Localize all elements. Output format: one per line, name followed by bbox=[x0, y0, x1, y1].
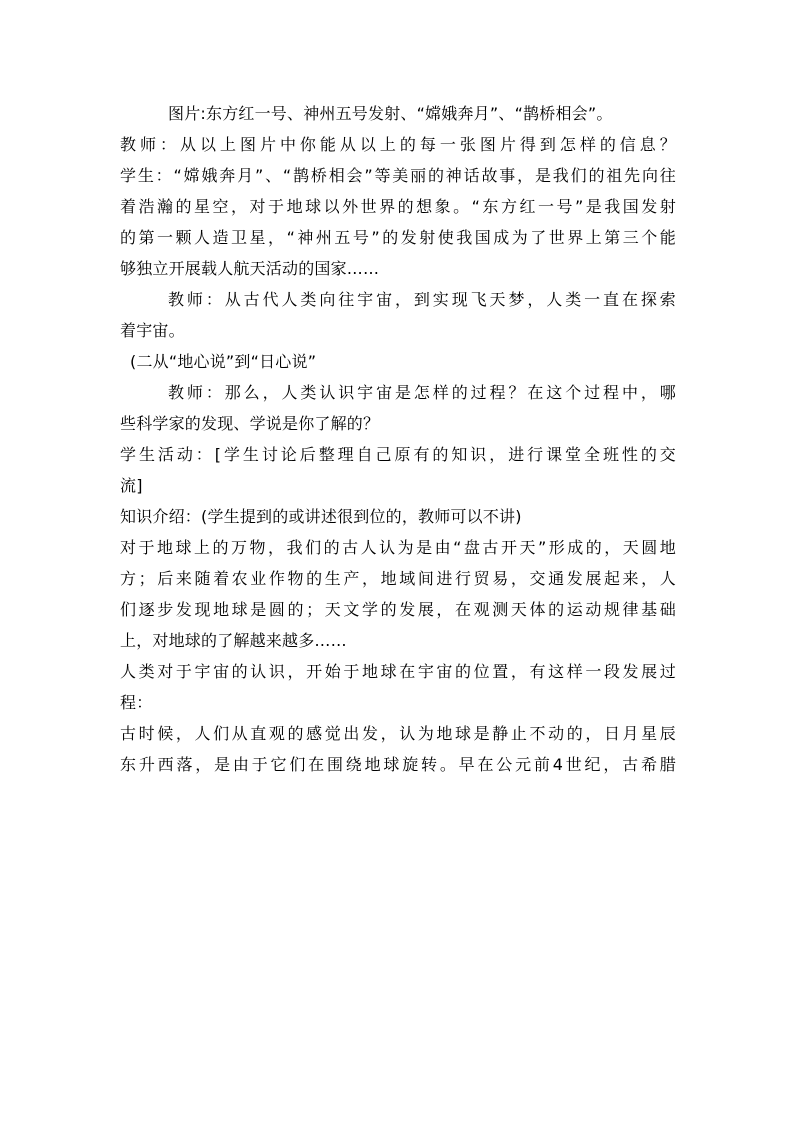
text-line bbox=[120, 443, 676, 474]
text-line-content: 学生：“嫦娥奔月”、“鹊桥相会”等美丽的神话故事，是我们的祖先向往 bbox=[120, 166, 676, 185]
text-line bbox=[120, 629, 676, 660]
text-line-content: 些科学家的发现、学说是你了解的？ bbox=[120, 414, 380, 433]
text-line-content: 古时候，人们从直观的感觉出发，认为地球是静止不动的，日月星辰 bbox=[120, 724, 676, 743]
text-line-content: 方；后来随着农业作物的生产，地域间进行贸易，交通发展起来，人 bbox=[120, 569, 676, 588]
text-line bbox=[120, 195, 676, 226]
text-line bbox=[120, 288, 676, 319]
text-line-content: 程： bbox=[120, 693, 153, 712]
text-line bbox=[120, 567, 676, 598]
text-line-content: 教师：从以上图片中你能从以上的每一张图片得到怎样的信息？ bbox=[120, 135, 676, 154]
text-line-content: 上，对地球的了解越来越多…… bbox=[120, 631, 347, 650]
text-line-content: 知识介绍：(学生提到的或讲述很到位的，教师可以不讲) bbox=[120, 507, 522, 526]
text-line bbox=[120, 381, 676, 412]
text-line bbox=[120, 474, 676, 505]
text-line bbox=[120, 319, 676, 350]
text-line-content: 人类对于宇宙的认识，开始于地球在宇宙的位置，有这样一段发展过 bbox=[120, 662, 676, 681]
text-line bbox=[120, 598, 676, 629]
text-line-content: 们逐步发现地球是圆的；天文学的发展，在观测天体的运动规律基础 bbox=[120, 600, 676, 619]
document-body bbox=[120, 102, 676, 784]
text-line-content: 流] bbox=[120, 476, 143, 495]
text-line-content: 的第一颗人造卫星，“神州五号”的发射使我国成为了世界上第三个能 bbox=[120, 228, 676, 247]
text-line-content: 学生活动：[学生讨论后整理自己原有的知识，进行课堂全班性的交 bbox=[120, 445, 676, 464]
text-line bbox=[120, 505, 676, 536]
text-line-content: 着浩瀚的星空，对于地球以外世界的想象。“东方红一号”是我国发射 bbox=[120, 197, 676, 216]
section-heading bbox=[120, 350, 676, 381]
text-line bbox=[120, 226, 676, 257]
text-line bbox=[120, 257, 676, 288]
text-line-content: 着宇宙。 bbox=[120, 321, 185, 340]
text-line bbox=[120, 133, 676, 164]
text-line-content: 东升西落，是由于它们在围绕地球旋转。早在公元前4世纪，古希腊 bbox=[120, 755, 676, 774]
text-line-content: 对于地球上的万物，我们的古人认为是由“盘古开天”形成的，天圆地 bbox=[120, 538, 676, 557]
text-line bbox=[120, 536, 676, 567]
text-line-content: (二从“地心说”到“日心说” bbox=[130, 352, 317, 371]
text-line-content: 教师：从古代人类向往宇宙，到实现飞天梦，人类一直在探索 bbox=[168, 290, 676, 309]
text-line bbox=[120, 660, 676, 691]
text-line bbox=[120, 691, 676, 722]
text-line bbox=[120, 164, 676, 195]
text-line bbox=[120, 412, 676, 443]
text-line bbox=[120, 722, 676, 753]
text-line bbox=[120, 102, 676, 133]
text-line-content: 图片:东方红一号、神州五号发射、“嫦娥奔月”、“鹊桥相会”。 bbox=[168, 104, 613, 123]
text-line-content: 教师：那么，人类认识宇宙是怎样的过程？在这个过程中，哪 bbox=[168, 383, 676, 402]
text-line bbox=[120, 753, 676, 784]
text-line-content: 够独立开展载人航天活动的国家…… bbox=[120, 259, 380, 278]
